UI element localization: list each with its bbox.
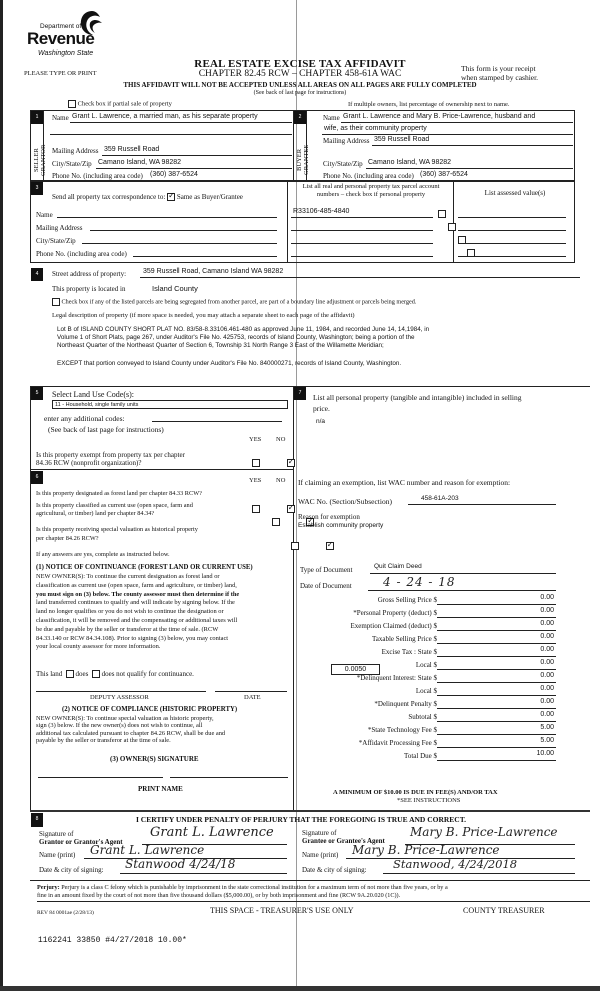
owner-signature-label: (3) OWNER(S) SIGNATURE xyxy=(110,755,199,763)
divider xyxy=(287,181,288,263)
notice-continuance-body xyxy=(36,573,292,652)
deputy-assessor-label: DEPUTY ASSESSOR xyxy=(90,694,149,701)
segregated-label: Check box if any of the listed parcels are being segregated from another parcel, are part of a boundary line adjustment or parcels being merged. xyxy=(61,298,417,306)
amount-value: 0.00 xyxy=(540,659,554,666)
notice1-line: be due and payable by the seller or transferor at the time of sale. (RCW xyxy=(36,625,219,633)
amount-value: 0.00 xyxy=(540,633,554,640)
s3-mailing-label: Mailing Address xyxy=(36,224,83,232)
s6-no-header: NO xyxy=(276,477,286,484)
owner-signature-line[interactable] xyxy=(38,770,163,778)
grantee-signature-value: Mary B. Price-Lawrence xyxy=(410,825,558,839)
s6-yes-header: YES xyxy=(249,477,262,484)
section-number-4: 4 xyxy=(31,268,43,281)
partial-sale-checkbox[interactable] xyxy=(68,100,76,108)
s3-city-label: City/State/Zip xyxy=(36,237,76,245)
personal-property-label-2: price. xyxy=(313,404,330,413)
historic-question-1: Is this property receiving special valuation as historical property xyxy=(36,526,198,533)
amount-label: Total Due $ xyxy=(404,752,437,760)
doc-type-label: Type of Document xyxy=(300,566,353,574)
buyer-name-value: Grant L. Lawrence and Mary B. Price-Lawrence, husband and xyxy=(343,113,536,120)
grantee-name-value: Mary B. Price-Lawrence xyxy=(352,843,500,857)
located-in-label: This property is located in xyxy=(52,285,126,293)
historic-question-2: per chapter 84.26 RCW? xyxy=(36,535,99,542)
grantor-sig-label-2: Grantor or Grantor's Agent xyxy=(39,838,123,846)
exempt-no-checkbox[interactable] xyxy=(287,459,295,467)
forest-yes-checkbox[interactable] xyxy=(252,505,260,513)
please-print-note: PLEASE TYPE OR PRINT xyxy=(24,70,97,77)
seller-name-label: Name xyxy=(52,114,69,122)
buyer-mailing-value: 359 Russell Road xyxy=(374,136,430,143)
does-label: does xyxy=(75,670,89,678)
exemption-label: If claiming an exemption, list WAC number and reason for exemption: xyxy=(298,478,511,487)
buyer-city-value: Camano Island, WA 98282 xyxy=(368,159,452,166)
seller-grantor-label xyxy=(33,140,47,180)
scan-bottom-edge xyxy=(0,986,600,991)
divider xyxy=(30,386,590,387)
amount-label: *Delinquent Penalty $ xyxy=(374,700,437,708)
notice-continuance-title: (1) NOTICE OF CONTINUANCE (FOREST LAND OR CURRENT USE) xyxy=(36,564,253,571)
grantor-sig-label-1: Signature of xyxy=(39,830,74,838)
parcels-header-line-2: numbers – check box if personal property xyxy=(316,191,426,198)
parcels-header xyxy=(290,183,452,199)
logo-dept-text: Department of xyxy=(40,23,82,30)
county-value: Island County xyxy=(152,284,198,293)
amount-value: 0.00 xyxy=(540,711,554,718)
grantor-name-value: Grant L. Lawrence xyxy=(90,843,205,857)
multiple-owners-note: If multiple owners, list percentage of ownership next to name. xyxy=(348,101,510,108)
section-number-1: 1 xyxy=(31,111,43,124)
send-correspondence-label xyxy=(52,193,243,201)
assessed-value-field[interactable] xyxy=(458,248,566,257)
reason-label: Reason for exemption xyxy=(298,513,360,521)
partial-sale-label: Check box if partial sale of property xyxy=(77,100,172,108)
parcel-number-field[interactable] xyxy=(291,222,433,231)
assessed-header: List assessed value(s) xyxy=(484,189,546,197)
grantee-date-value: Stanwood, 4/24/2018 xyxy=(393,857,518,871)
buyer-name-value-2: wife, as their community property xyxy=(324,125,427,132)
section-number-8: 8 xyxy=(31,813,43,827)
notice-compliance-body xyxy=(36,715,292,745)
buyer-city-label: City/State/Zip xyxy=(323,160,363,168)
seller-phone-label: Phone No. (including area code) xyxy=(52,172,143,180)
parcels-header-line-1: List all real and personal property tax parcel account xyxy=(302,183,440,190)
street-address-label: Street address of property: xyxy=(52,270,127,278)
divider xyxy=(30,880,590,881)
perjury-text-2: fine in an amount fixed by the court of not more than five thousand dollars ($5,000.00), or by both imprisonment and fine (RCW 9A.20.020 (1C)). xyxy=(37,892,401,899)
doc-type-value: Quit Claim Deed xyxy=(374,563,422,570)
amount-label: Local $ xyxy=(415,687,437,695)
deputy-assessor-signature-line[interactable] xyxy=(36,684,206,692)
grantee-sig-label-1: Signature of xyxy=(302,829,337,837)
current-use-question-1: Is this property classified as current use (open space, farm and xyxy=(36,502,193,509)
assessed-value-field[interactable] xyxy=(458,209,566,218)
assessor-date-label: DATE xyxy=(244,694,261,701)
notice1-line: 84.33.140 or RCW 84.34.108). Prior to signing (3) below, you may contact xyxy=(36,634,229,642)
seller-name-value: Grant L. Lawrence, a married man, as his separate property xyxy=(72,113,258,120)
s3-phone-field[interactable] xyxy=(133,248,277,257)
amount-label: Excise Tax : State $ xyxy=(381,648,437,656)
legal-description-line-3: Northeast Quarter of the Northeast Quarter of Section 6, Township 31 North Range 3 East of the Willamette Meridian; xyxy=(57,342,384,349)
amount-label: Subtotal $ xyxy=(408,713,437,721)
this-land-row xyxy=(36,670,194,678)
receipt-note xyxy=(461,64,538,82)
same-as-buyer-label: Same as Buyer/Grantee xyxy=(176,193,243,201)
historic-yes-checkbox[interactable] xyxy=(291,542,299,550)
form-subtitle: CHAPTER 82.45 RCW – CHAPTER 458-61A WAC xyxy=(198,69,402,79)
legal-description-line-1: Lot B of ISLAND COUNTY SHORT PLAT NO. 83/58-8.33106.461-480 as approved June 11, 1984, and recorded June 14, 14,1984, in xyxy=(57,326,430,333)
amount-value: 0.00 xyxy=(540,646,554,653)
divider xyxy=(293,386,294,810)
parcel-number-field[interactable] xyxy=(291,248,433,257)
if-yes-note: If any answers are yes, complete as instructed below. xyxy=(36,551,170,558)
grantee-label: GRANTEE xyxy=(303,144,310,176)
amount-value: 0.00 xyxy=(540,620,554,627)
seller-label: SELLER xyxy=(33,148,40,172)
forest-land-question: Is this property designated as forest land per chapter 84.33 RCW? xyxy=(36,490,202,497)
doc-date-value: 4 - 24 - 18 xyxy=(383,575,456,589)
grantor-date-value: Stanwood 4/24/18 xyxy=(125,857,236,871)
notice2-line: additional tax calculated pursuant to chapter 84.26 RCW, shall be due and xyxy=(36,729,226,737)
divider xyxy=(30,469,294,470)
s3-phone-label: Phone No. (including area code) xyxy=(36,250,127,258)
amount-label: *Delinquent Interest: State $ xyxy=(356,674,437,682)
notice1-line: your local county assessor for more information. xyxy=(36,643,161,651)
amount-value: 0.00 xyxy=(540,685,554,692)
s5-yes-header: YES xyxy=(249,436,262,443)
owner-signature-line-2[interactable] xyxy=(170,770,288,778)
receipt-line-1: This form is your receipt xyxy=(461,64,536,73)
amount-value: 0.00 xyxy=(540,594,554,601)
logo-revenue-text: Revenue xyxy=(27,29,95,48)
form-title: REAL ESTATE EXCISE TAX AFFIDAVIT xyxy=(194,58,406,70)
additional-codes-label: enter any additional codes: xyxy=(44,414,125,423)
seller-phone-value[interactable]: (360) 387-6524 xyxy=(150,171,198,178)
amount-value: 0.00 xyxy=(540,607,554,614)
divider xyxy=(37,901,590,902)
reason-value[interactable]: Establish community property xyxy=(298,522,384,529)
parcel-number-field[interactable] xyxy=(291,235,433,244)
scan-edge xyxy=(0,0,3,991)
personal-property-checkbox[interactable] xyxy=(448,223,456,231)
grantor-label: GRANTOR xyxy=(40,144,47,176)
amount-label: Taxable Selling Price $ xyxy=(371,635,437,643)
amount-value: 0.00 xyxy=(540,698,554,705)
see-instructions-note: *SEE INSTRUCTIONS xyxy=(397,797,461,804)
does-not-qualify-checkbox[interactable] xyxy=(92,670,100,678)
divider xyxy=(453,181,454,263)
amount-value: 10.00 xyxy=(536,750,554,757)
land-use-label: Select Land Use Code(s): xyxy=(52,390,134,399)
amount-label: Local $ xyxy=(415,661,437,669)
form-revision: REV 84 0001ae (2/28/13) xyxy=(37,910,94,916)
parcel-number-value: R33106-485-4840 xyxy=(293,208,350,215)
current-use-yes-checkbox[interactable] xyxy=(272,518,280,526)
amount-label: Exemption Claimed (deduct) $ xyxy=(350,622,437,630)
this-land-label: This land xyxy=(36,670,63,678)
divider xyxy=(30,810,590,812)
segregated-row xyxy=(52,298,416,306)
land-use-select[interactable]: 11 - Household, single family units xyxy=(52,400,288,409)
amount-value: 5.00 xyxy=(540,724,554,731)
doc-date-label: Date of Document xyxy=(300,582,352,590)
perjury-text-1: Perjury is a class C felony which is punishable by imprisonment in the state correctional institution for a maximum term of not more than five years, or by a xyxy=(61,884,448,891)
s5-see-back: (See back of last page for instructions) xyxy=(48,425,164,434)
current-use-question-2: agricultural, or timber) land per chapter 84.34? xyxy=(36,510,155,517)
amount-value: 5.00 xyxy=(540,737,554,744)
local-rate-field[interactable]: 0.0050 xyxy=(331,664,380,675)
s5-no-header: NO xyxy=(276,436,286,443)
seller-mailing-label: Mailing Address xyxy=(52,147,99,155)
amount-label: Gross Selling Price $ xyxy=(377,596,437,604)
see-back-note: (See back of last page for instructions) xyxy=(253,90,347,96)
print-name-label: PRINT NAME xyxy=(138,785,183,793)
seller-city-label: City/State/Zip xyxy=(52,160,92,168)
perjury-label: Perjury: xyxy=(37,884,60,891)
grantor-signature-value: Grant L. Lawrence xyxy=(150,825,274,840)
segregated-checkbox[interactable] xyxy=(52,298,60,306)
notice1-line: classification as current use (open space, farm and agriculture, or timber) land, xyxy=(36,581,237,589)
grantee-date-label: Date & city of signing: xyxy=(302,866,367,874)
legal-description-line-2: Volume 1 of Short Plats, page 267, under Auditor's File No. 425753, records of Island County, Washington; being a portion of the xyxy=(57,334,415,341)
exempt-yes-checkbox[interactable] xyxy=(252,459,260,467)
exempt-question-2: 84.36 RCW (nonprofit organization)? xyxy=(36,459,142,467)
buyer-grantee-label xyxy=(296,140,310,180)
s3-name-field[interactable] xyxy=(57,209,277,218)
seller-city-value: Camano Island, WA 98282 xyxy=(98,159,182,166)
does-not-label: does not qualify for continuance. xyxy=(101,670,194,678)
divider xyxy=(30,386,31,810)
buyer-phone-label: Phone No. (including area code) xyxy=(323,172,414,180)
s3-mailing-field[interactable] xyxy=(90,222,277,231)
assessed-value-field[interactable] xyxy=(458,235,566,244)
buyer-mailing-label: Mailing Address xyxy=(323,137,370,145)
assessor-date-line[interactable] xyxy=(215,684,287,692)
buyer-name-label: Name xyxy=(323,114,340,122)
grantor-name-label: Name (print) xyxy=(39,851,76,859)
wac-value: 458-61A-203 xyxy=(421,495,459,502)
personal-property-label-1: List all personal property (tangible and intangible) included in selling xyxy=(313,393,522,402)
acceptance-warning: THIS AFFIDAVIT WILL NOT BE ACCEPTED UNLESS ALL AREAS ON ALL PAGES ARE FULLY COMPLETED xyxy=(123,81,477,89)
section-number-6: 6 xyxy=(31,471,43,484)
additional-codes-field[interactable] xyxy=(152,413,282,422)
buyer-label: BUYER xyxy=(296,148,303,172)
notice1-line: land no longer qualifies or you do not wish to continue the designation or xyxy=(36,608,224,616)
notice2-line: NEW OWNER(S): To continue special valuation as historic property, xyxy=(36,715,214,722)
does-qualify-checkbox[interactable] xyxy=(66,670,74,678)
s3-name-label: Name xyxy=(36,211,53,219)
personal-property-value[interactable]: n/a xyxy=(316,418,326,425)
treasurer-stamp: 1162241 33850 #4/27/2018 10.00* xyxy=(38,936,187,945)
certify-statement: I CERTIFY UNDER PENALTY OF PERJURY THAT THE FOREGOING IS TRUE AND CORRECT. xyxy=(136,815,467,824)
same-as-buyer-checkbox[interactable] xyxy=(167,193,175,201)
assessed-value-field[interactable] xyxy=(458,222,566,231)
minimum-due-note: A MINIMUM OF $10.00 IS DUE IN FEE(S) AND/OR TAX xyxy=(333,789,498,796)
notice1-line: NEW OWNER(S): To continue the current designation as forest land or xyxy=(36,573,220,580)
notice2-line: payable by the seller or transferor at the time of sale. xyxy=(36,737,171,745)
historic-no-checkbox[interactable] xyxy=(326,542,334,550)
notice2-line: sign (3) below. If the new owner(s) does not wish to continue, all xyxy=(36,722,203,730)
amount-label: *State Technology Fee $ xyxy=(367,726,437,734)
wac-label: WAC No. (Section/Subsection) xyxy=(298,497,392,506)
county-treasurer-label: COUNTY TREASURER xyxy=(463,906,545,915)
seller-name-line-2[interactable] xyxy=(50,124,292,135)
section-number-3: 3 xyxy=(31,182,43,195)
forest-no-checkbox[interactable] xyxy=(287,505,295,513)
notice1-line: you must sign on (3) below. The county assessor must then determine if the xyxy=(36,590,240,598)
street-address-value: 359 Russell Road, Camano Island WA 98282 xyxy=(143,268,284,275)
partial-sale-row xyxy=(68,100,172,108)
section-number-2: 2 xyxy=(294,111,306,124)
exempt-question-1: Is this property exempt from property tax per chapter xyxy=(36,451,185,459)
amount-label: *Personal Property (deduct) $ xyxy=(353,609,437,617)
amount-value: 0.00 xyxy=(540,672,554,679)
legal-description-line-4: EXCEPT that portion conveyed to Island County under Auditor's File No. 840000271, records of Island County, Washington. xyxy=(57,360,402,367)
grantor-date-label: Date & city of signing: xyxy=(39,866,104,874)
notice-compliance-title: (2) NOTICE OF COMPLIANCE (HISTORIC PROPERTY) xyxy=(62,706,238,713)
legal-description-label: Legal description of property (if more space is needed, you may attach a separate sheet to each page of the affidavit) xyxy=(52,312,355,319)
grantee-sig-label-2: Grantee or Grantee's Agent xyxy=(302,837,385,845)
grantee-name-label: Name (print) xyxy=(302,851,339,859)
receipt-line-2: when stamped by cashier. xyxy=(461,73,539,82)
buyer-phone-value[interactable]: (360) 387-6524 xyxy=(420,171,468,178)
perjury-notice xyxy=(37,884,587,900)
send-label: Send all property tax correspondence to: xyxy=(52,193,166,201)
seller-mailing-value: 359 Russell Road xyxy=(104,146,160,153)
logo-state-text: Washington State xyxy=(38,50,94,57)
personal-property-checkbox[interactable] xyxy=(438,210,446,218)
s3-city-field[interactable] xyxy=(82,235,277,244)
notice1-line: classification, it will be removed and the compensating or additional taxes will xyxy=(36,616,238,624)
amount-label: *Affidavit Processing Fee $ xyxy=(358,739,437,747)
treasurer-use-label: THIS SPACE - TREASURER'S USE ONLY xyxy=(210,906,354,915)
section-number-5: 5 xyxy=(31,387,43,400)
notice1-line: land transferred continues to qualify and will indicate by signing below. If the xyxy=(36,599,235,607)
section-number-7: 7 xyxy=(294,387,306,400)
